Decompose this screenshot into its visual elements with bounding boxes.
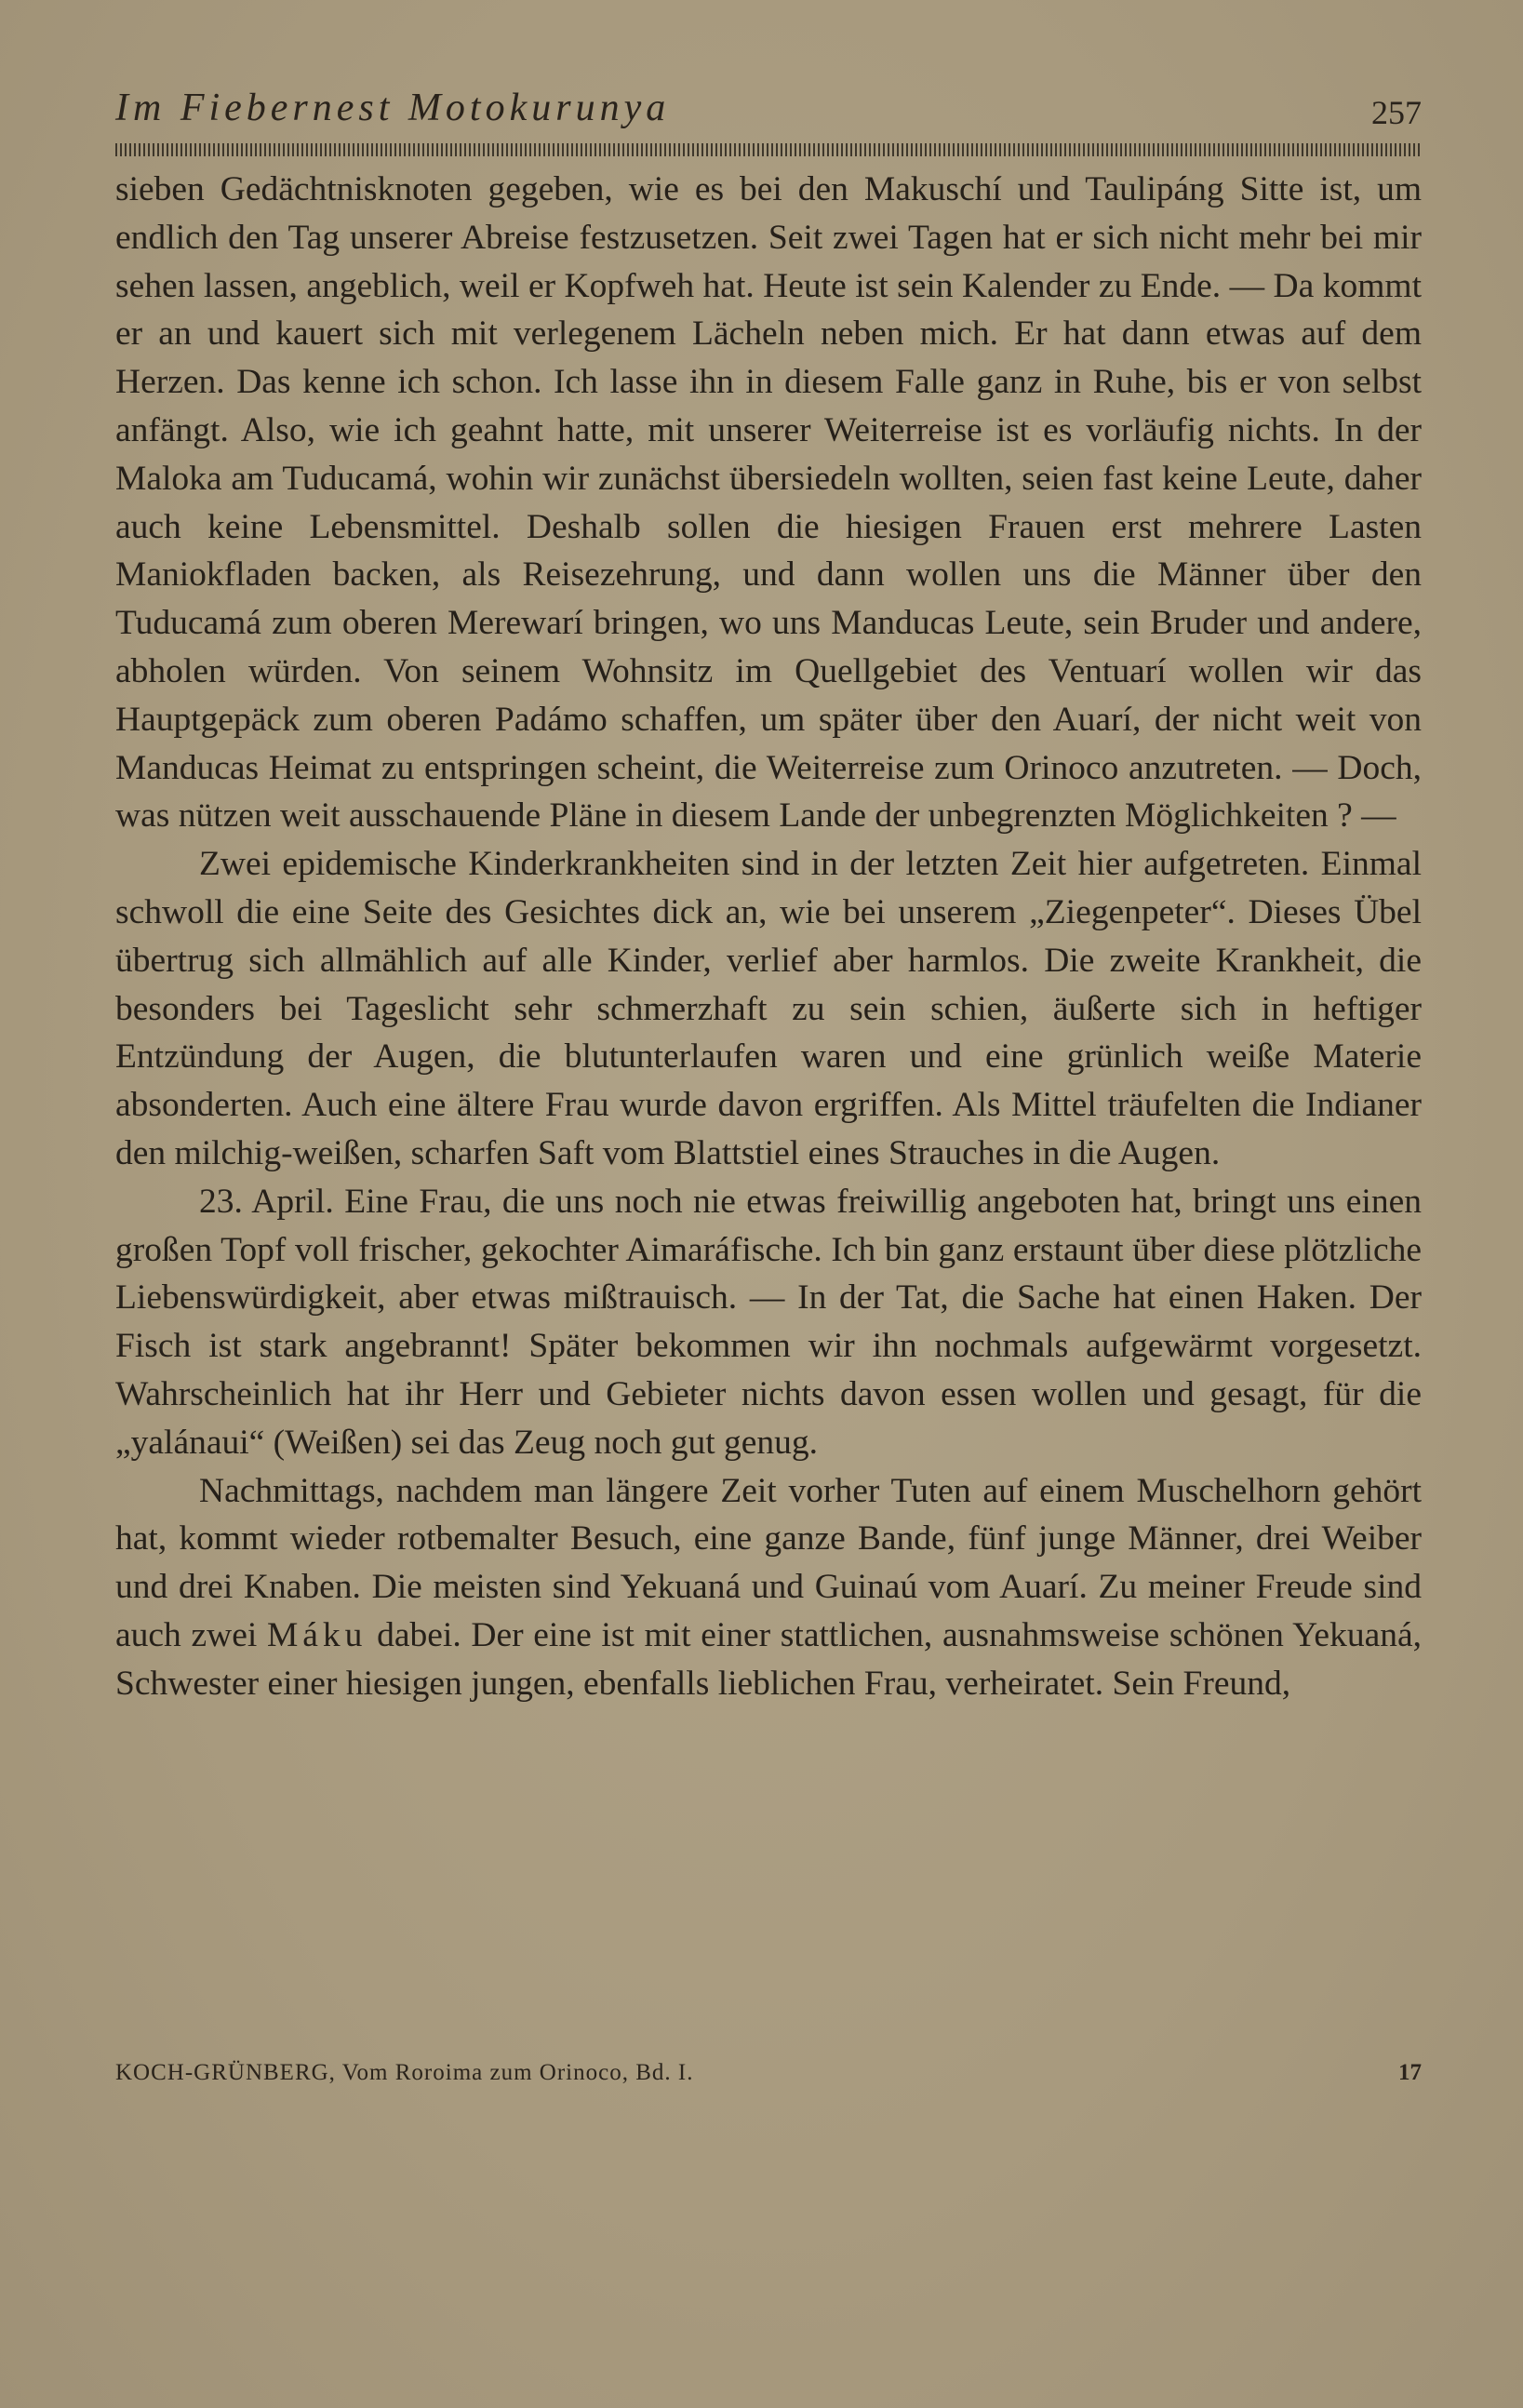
running-title: Im Fiebernest Motokurunya [115, 87, 671, 129]
paragraph: sieben Gedächtnisknoten gegeben, wie es bei den Makuschí und Taulipáng Sitte ist, um endlich den Tag unserer Abreise festzusetzen. Seit zwei Tagen hat er sich nicht mehr bei mir sehen lassen, angeblich, weil er Kopfweh hat. Heute ist sein Kalender zu Ende. — Da kommt er an und kauert sich mit verlegenem Lächeln neben mich. Er hat dann etwas auf dem Herzen. Das kenne ich schon. Ich lasse ihn in diesem Falle ganz in Ruhe, bis er von selbst anfängt. Also, wie ich geahnt hatte, mit unserer Weiterreise ist es vorläufig nichts. In der Maloka am Tuducamá, wohin wir zunächst übersiedeln wollten, seien fast keine Leute, daher auch keine Lebensmittel. Deshalb sollen die hiesigen Frauen erst mehrere Lasten Maniokfladen backen, als Reisezehrung, und dann wollen uns die Männer über den Tuducamá zum oberen Merewarí bringen, wo uns Manducas Leute, sein Bruder und andere, abholen würden. Von seinem Wohnsitz im Quellgebiet des Ventuarí wollen wir das Hauptgepäck zum oberen Padámo schaffen, um später über den Auarí, der nicht weit von Manducas Heimat zu entspringen scheint, die Weiterreise zum Orinoco anzutreten. — Doch, was nützen weit ausschauende Pläne in diesem Lande der unbegrenzten Möglichkeiten ? — [115, 170, 1422, 836]
footer-citation: KOCH-GRÜNBERG, Vom Roroima zum Orinoco, Bd. I. [115, 2060, 694, 2085]
header-rule [115, 143, 1422, 156]
paragraph-text: dabei. Der eine ist mit einer stattlichen, ausnahmsweise schönen Yekuaná, Schwester einer hiesigen jungen, ebenfalls lieblichen Frau, verheiratet. Sein Freund, [115, 1615, 1422, 1703]
spaced-term: Máku [266, 1615, 367, 1654]
signature-mark: 17 [1398, 2060, 1422, 2085]
page-number: 257 [1371, 94, 1422, 131]
paragraph: Zwei epidemische Kinderkrankheiten sind in der letzten Zeit hier aufgetreten. Einmal schwoll die eine Seite des Gesichtes dick an, wie bei unserem „Ziegenpeter“. Dieses Übel übertrug sich allmählich auf alle Kinder, verlief aber harmlos. Die zweite Krankheit, die besonders bei Tageslicht sehr schmerzhaft zu sein schien, äußerte sich in heftiger Entzündung der Augen, die blutunterlaufen waren und eine grünlich weiße Materie absonderten. Auch eine ältere Frau wurde davon ergriffen. Als Mittel träufelten die Indianer den milchig-weißen, scharfen Saft vom Blattstiel eines Strauches in die Augen. [115, 845, 1422, 1172]
body-text [115, 166, 1422, 1708]
paragraph-text: Nachmittags, nachdem man längere Zeit vorher Tuten auf einem Muschelhorn gehört hat, kommt wieder rotbemalter Besuch, eine ganze Bande, fünf junge Männer, drei Weiber und drei Knaben. Die meisten sind Yekuaná und Guinaú vom Auarí. Zu meiner Freude sind auch zwei [115, 1471, 1422, 1654]
page-header [115, 86, 1422, 141]
paragraph: 23. April. Eine Frau, die uns noch nie etwas freiwillig angeboten hat, bringt uns einen großen Topf voll frischer, gekochter Aimaráfische. Ich bin ganz erstaunt über diese plötzliche Liebenswürdigkeit, aber etwas mißtrauisch. — In der Tat, die Sache hat einen Haken. Der Fisch ist stark angebrannt! Später bekommen wir ihn nochmals aufgewärmt vorgesetzt. Wahrscheinlich hat ihr Herr und Gebieter nichts davon essen wollen und gesagt, für die „yalánaui“ (Weißen) sei das Zeug noch gut genug. [115, 1182, 1422, 1462]
page-footer [115, 2060, 1422, 2097]
paragraph [115, 1467, 1422, 1708]
